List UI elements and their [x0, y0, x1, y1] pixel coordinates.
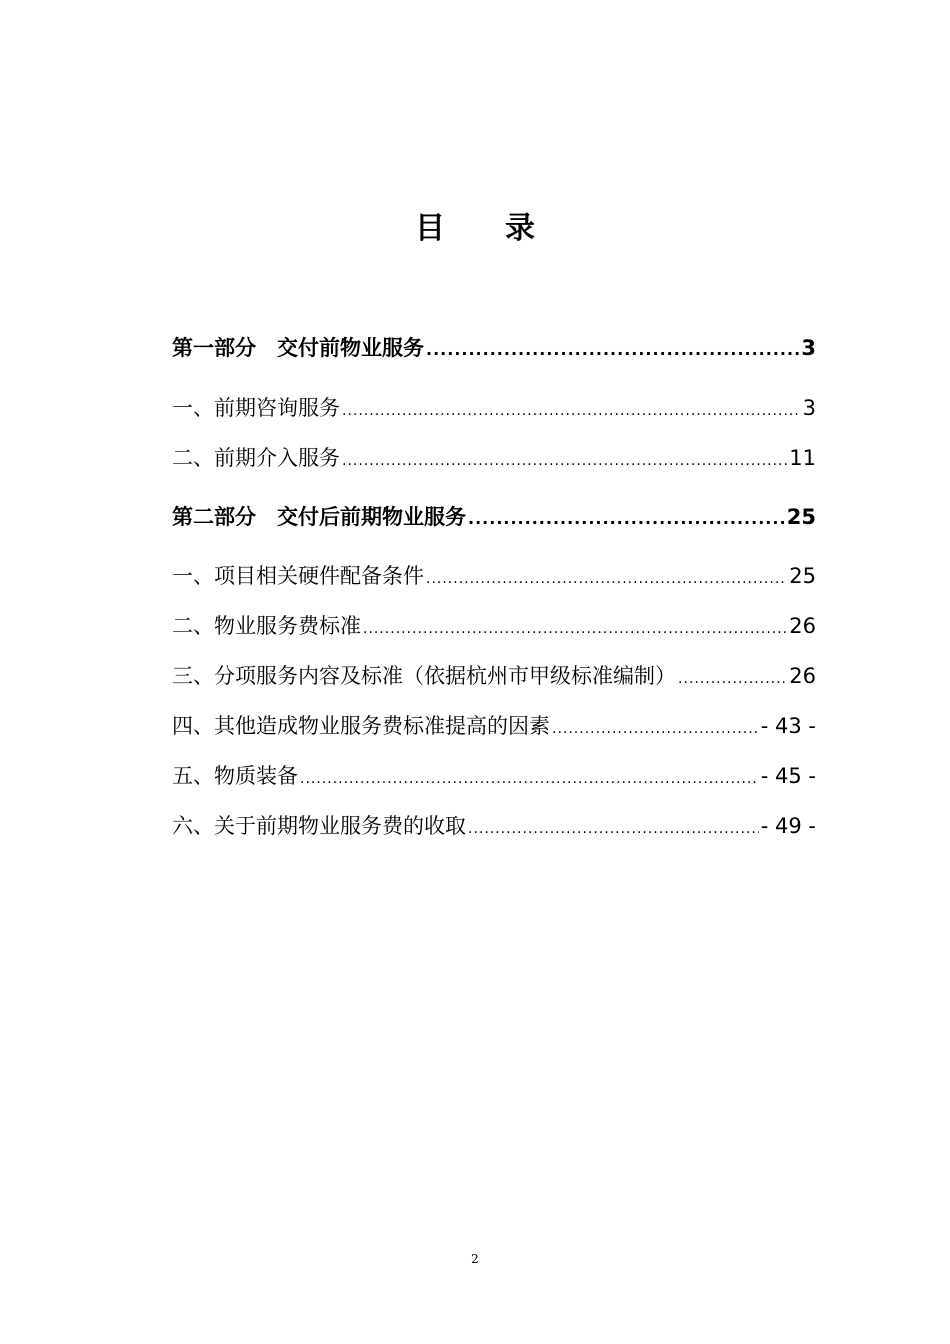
toc-entry-page: 25	[786, 505, 816, 529]
toc-dot-leader	[468, 504, 785, 534]
toc-entry-text: 二、物业服务费标准	[172, 614, 361, 638]
toc-dot-leader	[426, 564, 787, 594]
toc-dot-leader	[678, 664, 787, 694]
toc-entry-text: 一、前期咨询服务	[172, 396, 340, 420]
toc-entry-text: 二、前期介入服务	[172, 446, 340, 470]
toc-entry-part-2[interactable]	[172, 502, 816, 532]
toc-entry-page: - 49 -	[760, 814, 816, 838]
toc-dot-leader	[426, 335, 799, 365]
toc-entry-text: 第一部分 交付前物业服务	[172, 336, 424, 360]
toc-entry[interactable]	[172, 811, 816, 841]
toc-entry-page: - 45 -	[760, 764, 816, 788]
toc-entry-page: 25	[789, 564, 816, 588]
toc-dot-leader	[363, 614, 787, 644]
toc-entry-text: 四、其他造成物业服务费标准提高的因素	[172, 714, 550, 738]
toc-entry[interactable]	[172, 761, 816, 791]
toc-title-char-2: 录	[505, 211, 535, 246]
toc-entry[interactable]	[172, 561, 816, 591]
toc-title	[0, 200, 950, 250]
toc-entry-page: 26	[789, 664, 816, 688]
toc-entry-part-1[interactable]	[172, 333, 816, 363]
toc-entry-page: 3	[802, 396, 816, 420]
toc-entry-page: 3	[801, 336, 816, 360]
toc-entry[interactable]	[172, 611, 816, 641]
toc-entry-text: 六、关于前期物业服务费的收取	[172, 814, 466, 838]
page-number: 2	[471, 1252, 479, 1266]
toc-entry[interactable]	[172, 393, 816, 423]
toc-entry-text: 三、分项服务内容及标准（依据杭州市甲级标准编制）	[172, 664, 676, 688]
toc-entry[interactable]	[172, 711, 816, 741]
toc-dot-leader	[342, 446, 787, 476]
toc-entry-page: 26	[789, 614, 816, 638]
toc-entry-text: 一、项目相关硬件配备条件	[172, 564, 424, 588]
toc-entry[interactable]	[172, 443, 816, 473]
toc-dot-leader	[468, 814, 759, 844]
toc-entry-text: 五、物质装备	[172, 764, 298, 788]
toc-dot-leader	[342, 396, 801, 426]
toc-title-char-1: 目	[415, 211, 445, 246]
toc-dot-leader	[300, 764, 759, 794]
toc-dot-leader	[552, 714, 759, 744]
toc-entry[interactable]	[172, 661, 816, 691]
toc-entry-text: 第二部分 交付后前期物业服务	[172, 505, 466, 529]
toc-entry-page: 11	[789, 446, 816, 470]
toc-entry-page: - 43 -	[760, 714, 816, 738]
